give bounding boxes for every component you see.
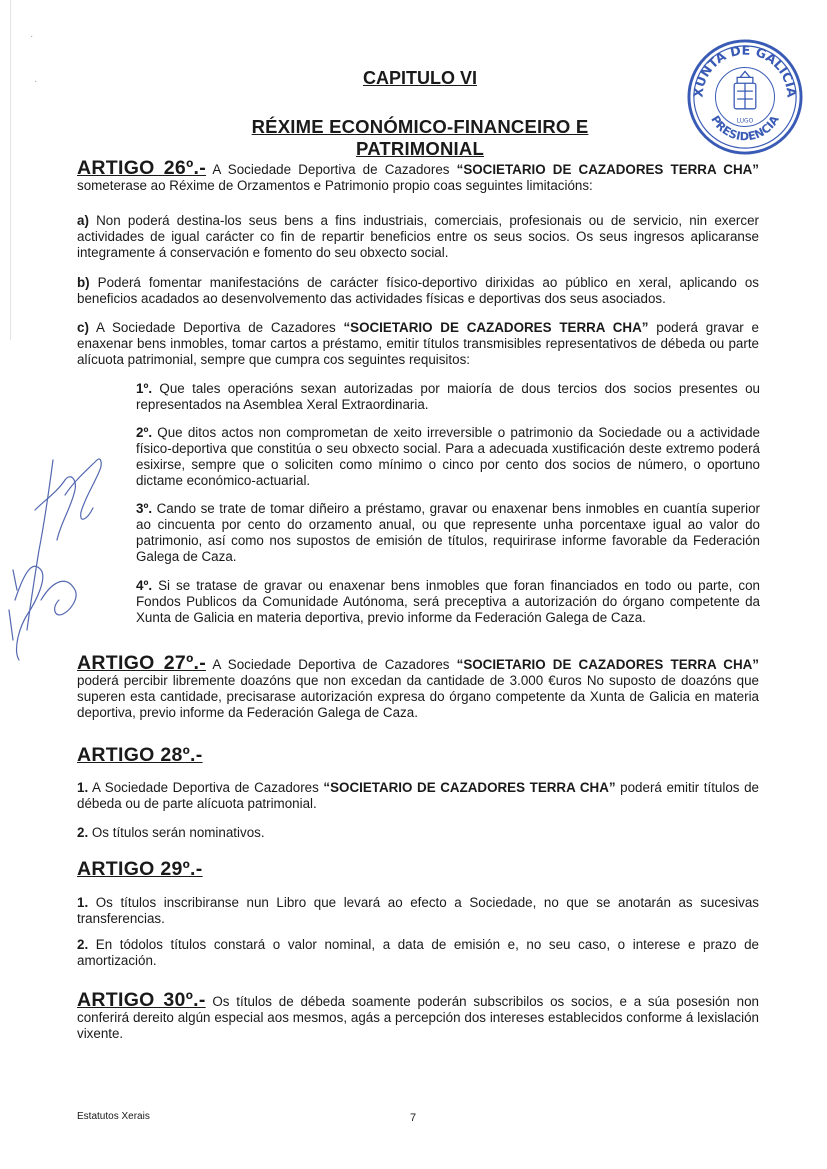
handwritten-signature (5, 450, 115, 670)
article-28-heading-wrap (77, 744, 203, 767)
paragraph-label: 2. (77, 937, 89, 952)
article-27 (77, 652, 759, 721)
requirement-label: 3º. (136, 501, 153, 516)
article-27-text-end: poderá percibir libremente doazóns que non excedan da cantidade de 3.000 €uros No suposto de doazóns que superen esta cantidade, precisarase autorización expresa do órgano competente da Xunta de Galicia en materia deportiva, previo informe da Federación Galega de Caza. (77, 673, 759, 720)
scan-binding-edge (10, 0, 11, 340)
club-name: “SOCIETARIO DE CAZADORES TERRA CHA” (343, 320, 649, 335)
requirement-label: 1º. (136, 381, 153, 396)
article-26-intro-text: A Sociedade Deportiva de Cazadores (206, 162, 457, 177)
article-26-paragraph-a (77, 213, 759, 261)
paragraph-text-end: poderá emitir títulos de débeda ou de parte alícuota patrimonial. (77, 780, 759, 811)
scan-speck: · (30, 31, 34, 42)
paragraph-text: Non poderá destina-los seus bens a fins industriais, comerciais, profesionais ou de servicio, nin exercer actividades de igual carácter co fin de repartir beneficios entre os seus socios. Os seus ingresos aplicaranse integramente á conservación e fomento do seu obxecto social. (77, 213, 759, 260)
footer-document-title: Estatutos Xerais (77, 1111, 150, 1122)
paragraph-label: 1. (77, 780, 89, 795)
article-28-heading: ARTIGO 28º.- (77, 744, 203, 766)
page-number: 7 (410, 1112, 417, 1124)
article-28-paragraph-1 (77, 780, 759, 812)
article-29-heading: ARTIGO 29º.- (77, 858, 203, 880)
article-27-text: A Sociedade Deportiva de Cazadores (206, 657, 457, 672)
svg-text:XUNTA DE GALICIA: XUNTA DE GALICIA (691, 43, 799, 99)
paragraph-text: A Sociedade Deportiva de Cazadores (88, 780, 324, 795)
paragraph-label: 2. (77, 825, 89, 840)
requirement-3 (136, 501, 760, 565)
requirement-text: Que ditos actos non comprometan de xeito irreversible o patrimonio da Sociedade ou a actividade físico-deportiva que constitúa o seu obxecto social. Para a adecuada xustificación deste extremo poderá esixirse, sempre que o soliciten como mínimo o cinco por cento dos socios de número, o oportuno dictame económico-actuarial. (136, 425, 760, 488)
scan-speck: · (34, 76, 38, 87)
article-26-intro-text-end: someterase ao Réxime de Orzamentos e Patrimonio propio coas seguintes limitacións: (77, 178, 593, 193)
article-29-paragraph-1 (77, 895, 759, 927)
paragraph-label: a) (77, 213, 89, 228)
article-29-heading-wrap (77, 858, 203, 881)
article-26-paragraph-c (77, 320, 759, 368)
svg-text:PRESIDENCIA: PRESIDENCIA (708, 113, 782, 144)
article-30-text: Os títulos de débeda soamente poderán subscribilos os socios, e a súa posesión non conferirá dereito algún especial aos mesmos, agás a percepción dos intereses establecidos conforme á lexislación vixente. (77, 994, 759, 1041)
article-27-heading: ARTIGO 27º.- (77, 652, 207, 674)
requirement-label: 2º. (136, 425, 153, 440)
club-name: “SOCIETARIO DE CAZADORES TERRA CHA” (456, 162, 759, 177)
requirement-1 (136, 381, 760, 413)
requirement-2 (136, 425, 760, 489)
paragraph-label: b) (77, 275, 90, 290)
requirement-text: Si se tratase de gravar ou enaxenar bens inmobles que foran financiados en todo ou parte, con Fondos Publicos da Comunidade Autónoma, será preceptiva a autorización do órgano competente da Xunta de Galicia en materia deportiva, previo informe da Federación Galega de Caza. (136, 578, 760, 625)
requirement-label: 4º. (136, 578, 153, 593)
article-26-heading: ARTIGO 26º.- (77, 157, 207, 179)
paragraph-text: Os títulos serán nominativos. (88, 825, 265, 840)
paragraph-label: c) (77, 320, 89, 335)
article-29-paragraph-2 (77, 937, 759, 969)
requirement-text: Que tales operacións sexan autorizadas por maioría de dous tercios dos socios presentes ou representados na Asemblea Xeral Extraordinaria. (136, 381, 760, 412)
article-26-intro (77, 157, 759, 194)
article-26-paragraph-b (77, 275, 759, 307)
paragraph-text: En tódolos títulos constará o valor nominal, a data de emisión e, no seu caso, o interese e prazo de amortización. (77, 937, 759, 968)
article-30-heading: ARTIGO 30º.- (77, 989, 206, 1011)
official-seal-stamp (686, 38, 804, 156)
article-28-paragraph-2 (77, 825, 759, 841)
paragraph-text-end: poderá gravar e enaxenar bens inmobles, tomar cartos a préstamo, emitir títulos transmisibles representativos de débeda ou parte alícuota patrimonial, sempre que cumpra cos seguintes requisitos: (77, 320, 759, 367)
club-name: “SOCIETARIO DE CAZADORES TERRA CHA” (323, 780, 616, 795)
paragraph-label: 1. (77, 895, 89, 910)
article-30 (77, 989, 759, 1042)
paragraph-text: A Sociedade Deportiva de Cazadores (88, 320, 344, 335)
club-name: “SOCIETARIO DE CAZADORES TERRA CHA” (456, 657, 759, 672)
chapter-title: RÉXIME ECONÓMICO-FINANCEIRO E PATRIMONIAL (251, 116, 589, 159)
paragraph-text: Os títulos inscribiranse nun Libro que levará ao efecto a Sociedade, no que se anotarán as sucesivas transferencias. (77, 895, 759, 926)
chapter-number: CAPITULO VI (362, 68, 477, 88)
requirement-text: Cando se trate de tomar diñeiro a préstamo, gravar ou enaxenar bens inmobles en cuantía superior ao cincuenta por cento do orzamento anual, ou que represente unha porcentaxe igual ao valor do patrimonio, así como nos supostos de emisión de títulos, requirirase informe favorable da Federación Galega de Caza. (136, 501, 760, 564)
svg-text:LUGO: LUGO (736, 118, 754, 125)
requirement-4 (136, 578, 760, 626)
paragraph-text: Poderá fomentar manifestacións de carácter físico-deportivo dirixidas ao público en xeral, aplicando os beneficios acadados ao desenvolvemento das actividades físicas e deportivas dos seus asociados. (77, 275, 759, 306)
